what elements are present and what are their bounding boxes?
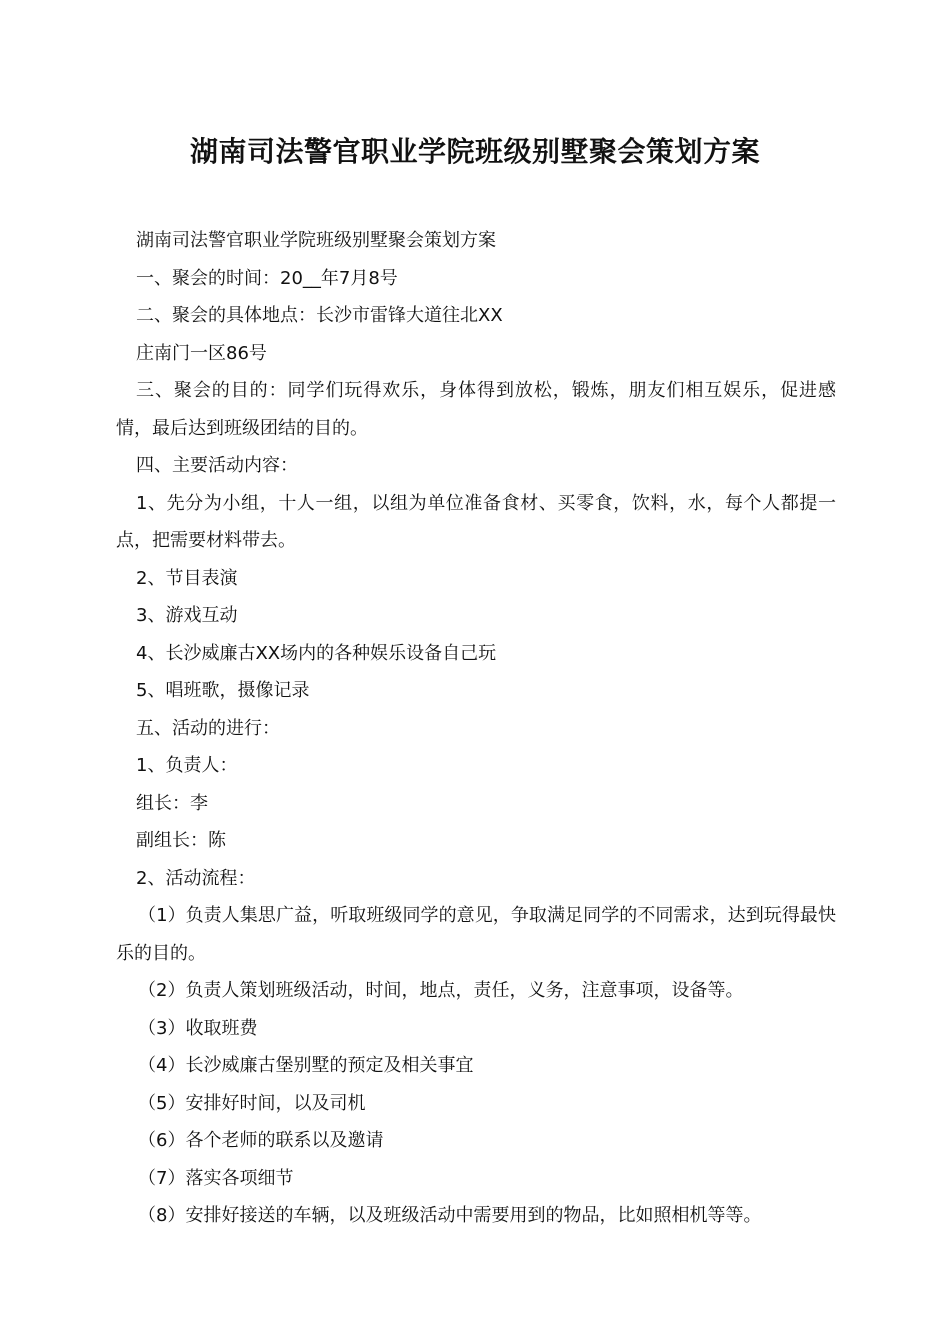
paragraph-flow-heading: 2、活动流程：	[136, 867, 256, 889]
paragraph-flow-6: （6）各个老师的联系以及邀请	[138, 1130, 384, 1151]
paragraph-activities-heading: 四、主要活动内容：	[136, 455, 298, 476]
document-title: 湖南司法警官职业学院班级别墅聚会策划方案	[189, 135, 760, 168]
paragraph-progress-heading: 五、活动的进行：	[136, 717, 280, 739]
paragraph-subtitle: 湖南司法警官职业学院班级别墅聚会策划方案	[136, 230, 496, 251]
paragraph-activity-3: 3、游戏互动	[136, 605, 238, 626]
paragraph-flow-1: （1）负责人集思广益，听取班级同学的意见，争取满足同学的不同需求，达到玩得最快乐的目的。	[116, 905, 836, 964]
document-body	[116, 222, 836, 1235]
paragraph-location: 二、聚会的具体地点：长沙市雷锋大道往北XX	[136, 305, 503, 326]
paragraph-location-cont: 庄南门一区86号	[136, 342, 267, 364]
paragraph-deputy-leader: 副组长：陈	[136, 830, 226, 851]
paragraph-purpose: 三、聚会的目的：同学们玩得欢乐，身体得到放松，锻炼，朋友们相互娱乐，促进感情，最后达到班级团结的目的。	[116, 380, 836, 439]
paragraph-flow-5: （5）安排好时间，以及司机	[138, 1092, 366, 1114]
paragraph-activity-4: 4、长沙威廉古XX场内的各种娱乐设备自己玩	[136, 642, 497, 664]
paragraph-owner-heading: 1、负责人：	[136, 755, 238, 776]
paragraph-flow-2: （2）负责人策划班级活动，时间，地点，责任，义务，注意事项，设备等。	[138, 980, 744, 1001]
paragraph-flow-7: （7）落实各项细节	[138, 1167, 294, 1189]
paragraph-flow-3: （3）收取班费	[138, 1017, 258, 1039]
paragraph-activity-1: 1、先分为小组，十人一组，以组为单位准备食材、买零食，饮料，水，每个人都提一点，把需要材料带去。	[116, 492, 836, 551]
paragraph-activity-5: 5、唱班歌，摄像记录	[136, 680, 310, 701]
paragraph-flow-4: （4）长沙威廉古堡别墅的预定及相关事宜	[138, 1055, 474, 1076]
paragraph-flow-8: （8）安排好接送的车辆，以及班级活动中需要用到的物品，比如照相机等等。	[138, 1205, 762, 1226]
paragraph-time: 一、聚会的时间：20__年7月8号	[136, 267, 398, 289]
paragraph-activity-2: 2、节目表演	[136, 567, 238, 589]
paragraph-leader: 组长：李	[136, 792, 208, 814]
